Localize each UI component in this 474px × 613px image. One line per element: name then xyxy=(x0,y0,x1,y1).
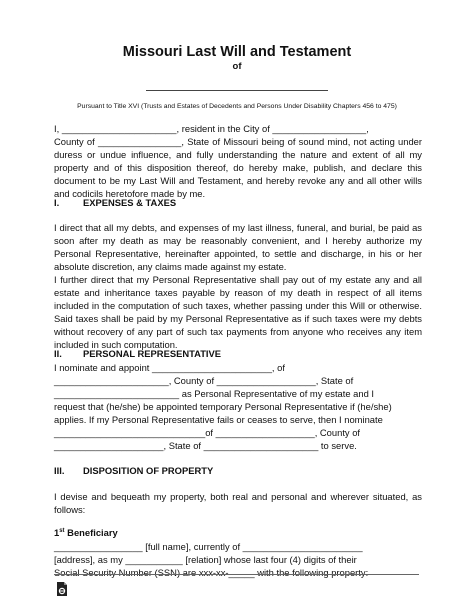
expenses-paragraph: I direct that all my debts, and expenses of my last illness, funeral, and burial, be paid as soon after my death as may be reasonably convenient, and I hereby authorize my Personal Representative, hereinafter appointed, to settle and discharge, in his or her absolute discretion, any claims made against my estate. xyxy=(54,222,422,272)
beneficiary-line-3: Social Security Number (SSN) are xxx-xx-_____ with the following property: xyxy=(54,567,369,578)
representative-line-1: I nominate and appoint _______________________, of xyxy=(54,362,285,373)
beneficiary-label: Beneficiary xyxy=(64,527,118,539)
beneficiary-line-2: [address], as my ___________ [relation] whose last four (4) digits of their xyxy=(54,554,357,565)
eforms-logo-icon xyxy=(56,582,68,597)
footer-divider xyxy=(54,574,419,575)
section-2-number: II. xyxy=(54,348,62,359)
representative-line-7: _____________________, State of ______________________ to serve. xyxy=(54,440,357,451)
document-title: Missouri Last Will and Testament xyxy=(122,44,352,60)
section-1-number: I. xyxy=(54,197,60,208)
disposition-paragraph: I devise and bequeath my property, both real and personal and wherever situated, as follows: xyxy=(54,491,422,515)
beneficiary-heading xyxy=(54,525,118,539)
document-subtitle: of xyxy=(232,61,242,72)
beneficiary-line-1: _________________ [full name], currently of _______________________ xyxy=(54,541,363,552)
section-1-heading xyxy=(54,197,176,209)
section-2-heading xyxy=(54,348,221,360)
representative-line-2: ______________________, County of ___________________, State of xyxy=(54,375,354,386)
testator-name-line[interactable] xyxy=(146,90,328,91)
intro-paragraph: County of ________________, State of Missouri being of sound mind, not acting under duress or undue influence, and fully understanding the nature and extent of all my property and of this disposition thereof, do hereby make, publish, and declare this document to be my Last Will and Testament, and hereby revoke any and all other wills and codicils heretofore made by me. xyxy=(54,136,422,199)
section-1-title: EXPENSES & TAXES xyxy=(83,197,177,208)
intro-line-1: I, ______________________, resident in the City of __________________, xyxy=(54,123,369,134)
representative-line-4: request that (he/she) be appointed temporary Personal Representative if (he/she) xyxy=(54,401,392,412)
section-3-title: DISPOSITION OF PROPERTY xyxy=(83,465,214,476)
representative-line-3: ________________________ as Personal Representative of my estate and I xyxy=(54,388,375,399)
beneficiary-ordinal: 1 xyxy=(54,527,60,539)
section-2-title: PERSONAL REPRESENTATIVE xyxy=(83,348,222,359)
beneficiary-ordinal-suffix: st xyxy=(59,528,65,534)
representative-line-6: _____________________________of ___________________, County of xyxy=(54,427,361,438)
representative-line-5: applies. If my Personal Representative fails or ceases to serve, then I nominate xyxy=(54,414,383,425)
section-3-number: III. xyxy=(54,465,65,476)
section-3-heading xyxy=(54,465,213,477)
taxes-paragraph: I further direct that my Personal Representative shall pay out of my estate any and all estate and inheritance taxes payable by reason of my death in respect of all items included in the computation of such taxes, whether passing under this Will or otherwise. Said taxes shall be paid by my Personal Representative as if such taxes were my debts without recovery of any part of such tax payments from anyone who receives any item included in such computation. xyxy=(54,274,422,350)
pursuant-statement: Pursuant to Title XVI (Trusts and Estates of Decedents and Persons Under Disability Chapters 456 to 475) xyxy=(77,103,397,110)
